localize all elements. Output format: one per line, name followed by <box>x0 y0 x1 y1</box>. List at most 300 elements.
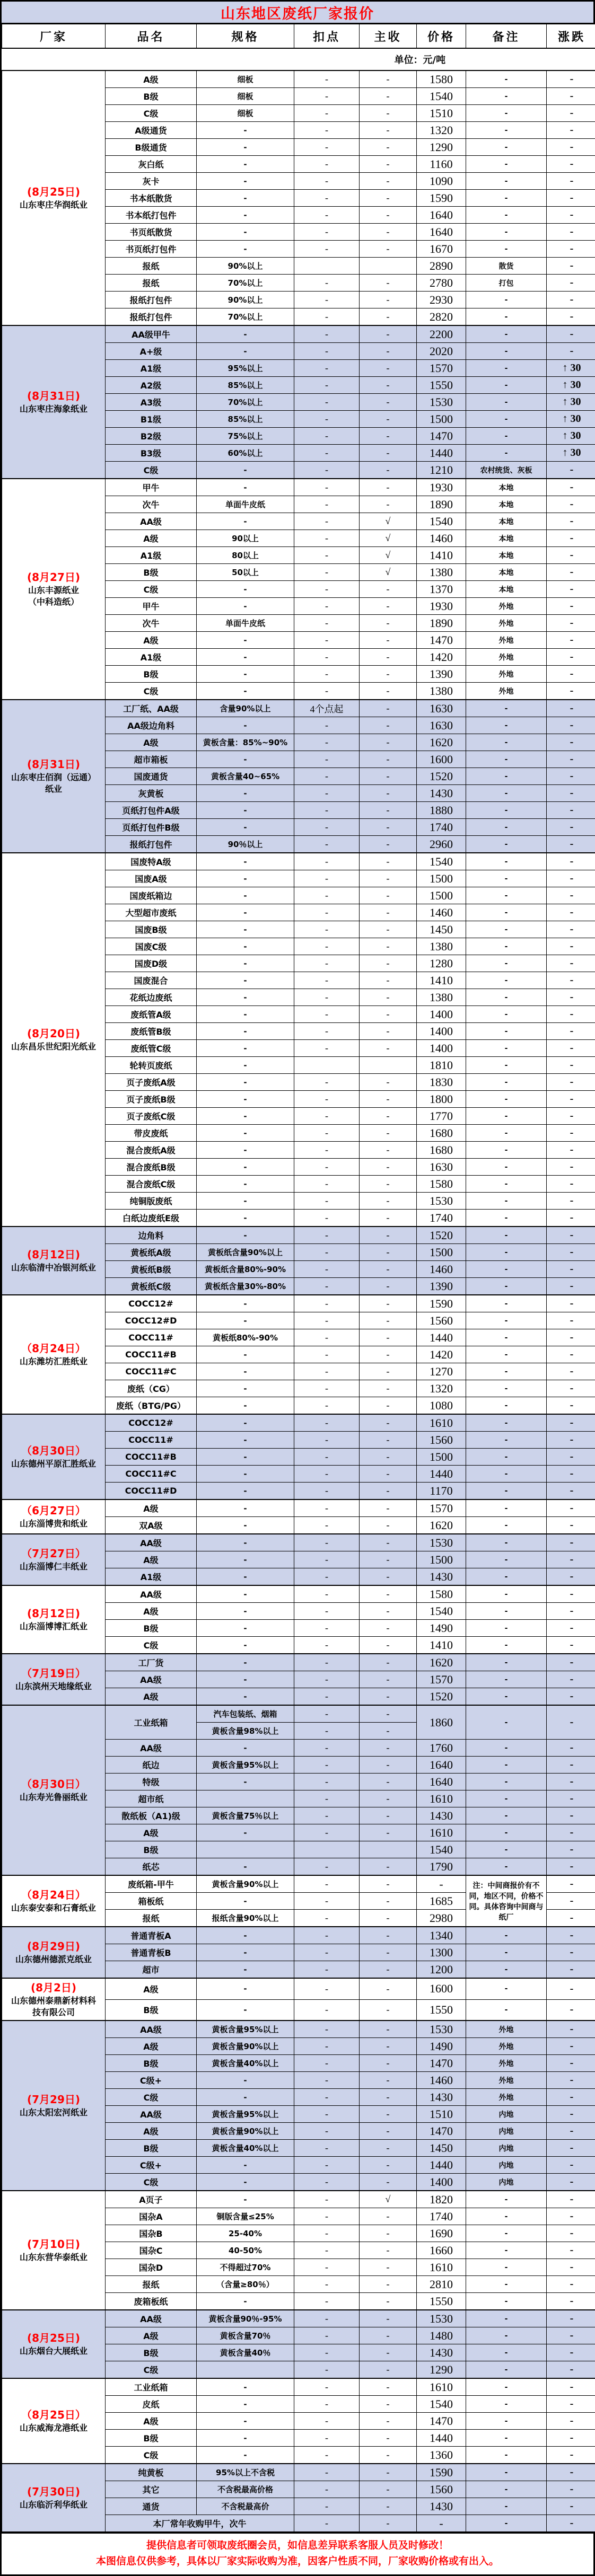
cell-main-collect: - <box>360 768 417 785</box>
cell-spec: - <box>197 2157 294 2174</box>
cell-deduction: - <box>294 2021 360 2038</box>
cell-note: - <box>466 1244 547 1261</box>
cell-price: 1500 <box>417 870 466 887</box>
cell-deduction: - <box>294 122 360 139</box>
cell-change: - <box>547 666 595 683</box>
cell-change: - <box>547 1824 595 1841</box>
cell-deduction: - <box>294 1620 360 1637</box>
cell-change: - <box>547 1875 595 1893</box>
cell-product: COCC12# <box>106 1295 197 1312</box>
cell-product: AA级 <box>106 2310 197 2327</box>
cell-spec: - <box>197 122 294 139</box>
cell-product: 废纸管C级 <box>106 1040 197 1057</box>
cell-deduction: - <box>294 2515 360 2532</box>
cell-deduction: - <box>294 2310 360 2327</box>
cell-change: - <box>547 1961 595 1979</box>
cell-change: - <box>547 1483 595 1500</box>
cell-note: 外地 <box>466 598 547 615</box>
cell-product: A页子 <box>106 2191 197 2208</box>
cell-price: 2780 <box>417 275 466 292</box>
cell-product: 废纸箱-甲牛 <box>106 1875 197 1893</box>
cell-main-collect: - <box>360 207 417 224</box>
cell-change: - <box>547 2123 595 2140</box>
cell-price: 1270 <box>417 1363 466 1380</box>
cell-price: 1470 <box>417 632 466 649</box>
cell-spec: 黄板含量：85%~90% <box>197 734 294 751</box>
cell-spec: - <box>197 1637 294 1654</box>
cell-change: - <box>547 1534 595 1551</box>
cell-main-collect: - <box>360 173 417 190</box>
cell-note: - <box>466 1688 547 1706</box>
cell-spec: - <box>197 325 294 343</box>
cell-main-collect: - <box>360 1142 417 1159</box>
cell-deduction: - <box>294 632 360 649</box>
cell-main-collect: - <box>360 1040 417 1057</box>
cell-price: 1380 <box>417 938 466 955</box>
cell-main-collect: - <box>360 853 417 870</box>
cell-main-collect: - <box>360 1244 417 1261</box>
cell-main-collect: - <box>360 1329 417 1346</box>
cell-note: - <box>466 1927 547 1944</box>
cell-main-collect: - <box>360 1108 417 1125</box>
cell-product: AA级 <box>106 2106 197 2123</box>
cell-product: 超市 <box>106 1961 197 1979</box>
cell-note: 本地 <box>466 479 547 496</box>
cell-change: - <box>547 1142 595 1159</box>
cell-spec: 85%以上 <box>197 377 294 394</box>
cell-note: - <box>466 1210 547 1227</box>
cell-note: - <box>466 921 547 938</box>
cell-deduction: - <box>294 1346 360 1363</box>
cell-main-collect: - <box>360 1688 417 1706</box>
price-table <box>2 24 595 2532</box>
cell-note: - <box>466 325 547 343</box>
cell-main-collect: - <box>360 2259 417 2276</box>
cell-main-collect: - <box>360 1227 417 1244</box>
cell-product: 超市箱板 <box>106 751 197 768</box>
cell-main-collect: - <box>360 2310 417 2327</box>
cell-spec: - <box>197 1893 294 1910</box>
cell-spec: 黄板含量90％-95% <box>197 2310 294 2327</box>
cell-change: - <box>547 1346 595 1363</box>
manufacturer-name: 山东临沂利华纸业 <box>4 2499 103 2511</box>
cell-deduction: - <box>294 1910 360 1927</box>
cell-main-collect: - <box>360 2038 417 2055</box>
cell-price: 1300 <box>417 1944 466 1961</box>
cell-deduction: - <box>294 1637 360 1654</box>
cell-main-collect: - <box>360 2464 417 2481</box>
cell-change: - <box>547 1807 595 1824</box>
cell-main-collect: - <box>360 1824 417 1841</box>
cell-price: 1430 <box>417 1568 466 1586</box>
cell-product: 页子废纸A级 <box>106 1074 197 1091</box>
cell-spec: 不含税最高价格 <box>197 2481 294 2498</box>
cell-spec: - <box>197 1023 294 1040</box>
cell-product: 特级 <box>106 1774 197 1790</box>
manufacturer-cell <box>2 2021 106 2191</box>
cell-change: - <box>547 258 595 275</box>
cell-product: 超市纸 <box>106 1790 197 1807</box>
cell-main-collect: - <box>360 717 417 734</box>
cell-deduction: - <box>294 921 360 938</box>
cell-change: - <box>547 462 595 479</box>
cell-main-collect: - <box>360 2106 417 2123</box>
cell-deduction: - <box>294 2276 360 2293</box>
cell-deduction: - <box>294 938 360 955</box>
cell-product: 书本纸散货 <box>106 190 197 207</box>
cell-product: 报纸 <box>106 258 197 275</box>
cell-main-collect: - <box>360 1125 417 1142</box>
cell-deduction: - <box>294 343 360 360</box>
cell-deduction: - <box>294 751 360 768</box>
manufacturer-name: 山东枣庄华润纸业 <box>4 199 103 211</box>
cell-deduction: - <box>294 445 360 462</box>
cell-product: COCC12# <box>106 1414 197 1432</box>
cell-spec: - <box>197 1740 294 1757</box>
cell-main-collect <box>360 258 417 275</box>
column-header: 涨跌 <box>547 24 595 49</box>
cell-main-collect: - <box>360 1603 417 1620</box>
cell-main-collect: - <box>360 1978 417 1999</box>
cell-spec: - <box>197 1176 294 1193</box>
cell-spec: - <box>197 1551 294 1568</box>
cell-spec: 95%以上不含税 <box>197 2464 294 2481</box>
cell-product: C级 <box>106 2361 197 2379</box>
cell-main-collect: - <box>360 445 417 462</box>
cell-price: 1740 <box>417 1210 466 1227</box>
cell-price: 1760 <box>417 1740 466 1757</box>
cell-product: 普通青板B <box>106 1944 197 1961</box>
manufacturer-cell <box>2 853 106 1227</box>
cell-spec: 黄板含量40~65% <box>197 768 294 785</box>
cell-spec: - <box>197 2174 294 2191</box>
cell-change: - <box>547 547 595 564</box>
manufacturer-date: (8月2日) <box>4 1981 103 1995</box>
cell-change: ↑ 30 <box>547 445 595 462</box>
cell-deduction: - <box>294 1944 360 1961</box>
cell-deduction: - <box>294 1568 360 1586</box>
cell-product: A级 <box>106 2327 197 2344</box>
cell-spec: - <box>197 1295 294 1312</box>
cell-product: C级+ <box>106 2072 197 2089</box>
cell-spec: 黄板含量40%以上 <box>197 2140 294 2157</box>
cell-main-collect: - <box>360 88 417 105</box>
cell-deduction: - <box>294 2327 360 2344</box>
cell-note: - <box>466 1637 547 1654</box>
cell-spec: - <box>197 2293 294 2310</box>
cell-main-collect: - <box>360 870 417 887</box>
cell-product: 混合废纸B级 <box>106 1159 197 1176</box>
cell-spec: - <box>197 955 294 972</box>
cell-change: - <box>547 887 595 904</box>
cell-spec: 黄板含量90%以上 <box>197 1875 294 1893</box>
cell-note: - <box>466 1380 547 1397</box>
table-row <box>2 479 595 496</box>
cell-product: 花纸边废纸 <box>106 989 197 1006</box>
cell-price: 1620 <box>417 734 466 751</box>
cell-main-collect: - <box>360 1875 417 1893</box>
cell-spec: - <box>197 1397 294 1415</box>
cell-change: - <box>547 802 595 819</box>
cell-note: - <box>466 1824 547 1841</box>
cell-spec: - <box>197 1091 294 1108</box>
cell-spec: - <box>197 1824 294 1841</box>
cell-main-collect: - <box>360 1006 417 1023</box>
manufacturer-name: 山东昌乐世纪阳光纸业 <box>4 1041 103 1053</box>
cell-product: AA级 <box>106 1671 197 1688</box>
manufacturer-date: （7月27日） <box>4 1547 103 1561</box>
cell-spec: - <box>197 1858 294 1876</box>
cell-product: 其它 <box>106 2481 197 2498</box>
cell-spec: - <box>197 1499 294 1517</box>
cell-note: - <box>466 1449 547 1466</box>
cell-main-collect: - <box>360 308 417 326</box>
cell-main-collect: - <box>360 2498 417 2515</box>
cell-main-collect: - <box>360 1858 417 1876</box>
cell-price: 1820 <box>417 2191 466 2208</box>
cell-change: - <box>547 1774 595 1790</box>
cell-price: 1610 <box>417 2378 466 2396</box>
cell-change: - <box>547 581 595 598</box>
cell-spec: - <box>197 1057 294 1074</box>
manufacturer-cell <box>2 1978 106 2021</box>
cell-spec: - <box>197 802 294 819</box>
cell-main-collect <box>360 1057 417 1074</box>
cell-deduction: - <box>294 411 360 428</box>
cell-note: - <box>466 428 547 445</box>
cell-price: 1790 <box>417 1858 466 1876</box>
cell-note: - <box>466 2259 547 2276</box>
cell-change: - <box>547 1397 595 1415</box>
cell-note: 内地 <box>466 2174 547 2191</box>
cell-deduction: - <box>294 2106 360 2123</box>
cell-note: - <box>466 887 547 904</box>
cell-note: - <box>466 1858 547 1876</box>
cell-product: COCC11#C <box>106 1363 197 1380</box>
cell-product: B级 <box>106 564 197 581</box>
cell-note: 外地 <box>466 2072 547 2089</box>
cell-spec: - <box>197 1654 294 1671</box>
manufacturer-name: 山东淄博仁丰纸业 <box>4 1561 103 1573</box>
cell-spec: - <box>197 1414 294 1432</box>
cell-spec: - <box>197 1961 294 1979</box>
cell-product: 黄板纸B级 <box>106 1261 197 1278</box>
manufacturer-date: （7月19日） <box>4 1666 103 1681</box>
cell-main-collect: - <box>360 1449 417 1466</box>
cell-price: 1590 <box>417 190 466 207</box>
cell-change: - <box>547 1329 595 1346</box>
cell-change: ↑ 30 <box>547 411 595 428</box>
cell-note: 注：中间商报价有不同，地区不同，价格不同。具体咨询中间商与纸厂 <box>466 1875 547 1927</box>
cell-product: 国杂B <box>106 2225 197 2242</box>
column-header: 品名 <box>106 24 197 49</box>
table-row <box>2 325 595 343</box>
cell-price: 1440 <box>417 1466 466 1483</box>
cell-spec: 50以上 <box>197 564 294 581</box>
cell-product: A级通货 <box>106 122 197 139</box>
cell-deduction: - <box>294 1414 360 1432</box>
cell-price: 1360 <box>417 2447 466 2464</box>
cell-note: - <box>466 1654 547 1671</box>
manufacturer-name: 山东泰安泰和石膏纸业 <box>4 1902 103 1914</box>
cell-spec: 黄板含量40%以上 <box>197 2055 294 2072</box>
cell-main-collect: - <box>360 190 417 207</box>
cell-deduction: - <box>294 70 360 88</box>
cell-deduction: - <box>294 1875 360 1893</box>
cell-main-collect: - <box>360 2174 417 2191</box>
cell-price: 1490 <box>417 2038 466 2055</box>
cell-product: B级 <box>106 2055 197 2072</box>
cell-note: - <box>466 1740 547 1757</box>
cell-deduction: - <box>294 615 360 632</box>
cell-main-collect: - <box>360 2123 417 2140</box>
cell-main-collect: - <box>360 1261 417 1278</box>
cell-note: - <box>466 1757 547 1774</box>
cell-price: 1630 <box>417 700 466 717</box>
cell-spec: - <box>197 1125 294 1142</box>
cell-change: - <box>547 870 595 887</box>
cell-note: 本地 <box>466 564 547 581</box>
cell-change: - <box>547 88 595 105</box>
cell-spec: - <box>197 241 294 258</box>
cell-deduction: - <box>294 1723 360 1740</box>
cell-change: - <box>547 972 595 989</box>
cell-note: - <box>466 241 547 258</box>
cell-price: 1530 <box>417 1534 466 1551</box>
cell-price: 1640 <box>417 1774 466 1790</box>
cell-note: - <box>466 700 547 717</box>
cell-price: 1540 <box>417 1841 466 1858</box>
cell-change: - <box>547 955 595 972</box>
cell-change: - <box>547 1620 595 1637</box>
cell-price: 1380 <box>417 564 466 581</box>
cell-price: 1530 <box>417 2310 466 2327</box>
cell-note: - <box>466 1705 547 1740</box>
cell-product: B2级 <box>106 428 197 445</box>
cell-note: - <box>466 2225 547 2242</box>
cell-spec <box>197 1841 294 1858</box>
cell-deduction <box>294 1057 360 1074</box>
cell-deduction: - <box>294 1125 360 1142</box>
cell-deduction: - <box>294 734 360 751</box>
cell-deduction: - <box>294 1807 360 1824</box>
cell-note: 外地 <box>466 2055 547 2072</box>
cell-spec: - <box>197 2072 294 2089</box>
cell-product: 普通青板A <box>106 1927 197 1944</box>
cell-product: AA级 <box>106 2021 197 2038</box>
cell-change: - <box>547 751 595 768</box>
cell-note: - <box>466 1499 547 1517</box>
cell-price: 1520 <box>417 1227 466 1244</box>
cell-change: - <box>547 717 595 734</box>
cell-note: - <box>466 139 547 156</box>
cell-price: 1460 <box>417 1261 466 1278</box>
cell-main-collect: - <box>360 2447 417 2464</box>
cell-price: 1540 <box>417 1603 466 1620</box>
cell-main-collect: - <box>360 1176 417 1193</box>
cell-price: 1800 <box>417 1091 466 1108</box>
cell-main-collect: - <box>360 904 417 921</box>
manufacturer-date: (8月31日) <box>4 757 103 772</box>
cell-main-collect: - <box>360 1790 417 1807</box>
cell-spec: 汽车包装纸、烟箱 <box>197 1705 294 1723</box>
cell-product: COCC11#D <box>106 1483 197 1500</box>
cell-spec: - <box>197 1432 294 1449</box>
table-row <box>2 1414 595 1432</box>
cell-price: 1450 <box>417 2140 466 2157</box>
cell-main-collect: - <box>360 1193 417 1210</box>
cell-deduction: - <box>294 836 360 853</box>
cell-change: - <box>547 1603 595 1620</box>
cell-deduction: - <box>294 2447 360 2464</box>
manufacturer-cell <box>2 479 106 700</box>
cell-note: 外地 <box>466 615 547 632</box>
cell-spec: - <box>197 1312 294 1329</box>
cell-product: COCC11# <box>106 1329 197 1346</box>
cell-main-collect: - <box>360 70 417 88</box>
cell-product: A级 <box>106 734 197 751</box>
cell-product: B3级 <box>106 445 197 462</box>
cell-product: 废纸（CG） <box>106 1380 197 1397</box>
cell-price: 1280 <box>417 955 466 972</box>
cell-note: 农村统货、灰板 <box>466 462 547 479</box>
cell-spec: - <box>197 598 294 615</box>
cell-deduction: - <box>294 1091 360 1108</box>
cell-product: 页纸打包件B级 <box>106 819 197 836</box>
cell-deduction <box>294 258 360 275</box>
cell-spec: 黄板纸含量90%以上 <box>197 1244 294 1261</box>
cell-price: 1560 <box>417 1312 466 1329</box>
cell-deduction: - <box>294 241 360 258</box>
cell-main-collect: - <box>360 1074 417 1091</box>
cell-change: - <box>547 2242 595 2259</box>
cell-product: 通货 <box>106 2498 197 2515</box>
cell-note: - <box>466 2208 547 2225</box>
cell-product: B级 <box>106 1999 197 2021</box>
cell-main-collect: - <box>360 156 417 173</box>
footer-line-2: 本图信息仅供参考，具体以厂家实际收购为准，因客户性质不同，厂家收购价格或有出入。 <box>7 2554 588 2569</box>
cell-deduction: - <box>294 2361 360 2379</box>
cell-price: 1510 <box>417 105 466 122</box>
cell-deduction: - <box>294 955 360 972</box>
cell-change: - <box>547 2191 595 2208</box>
cell-main-collect: - <box>360 734 417 751</box>
manufacturer-cell <box>2 2310 106 2378</box>
cell-spec: - <box>197 156 294 173</box>
cell-note: 本地 <box>466 530 547 547</box>
cell-note: - <box>466 2191 547 2208</box>
cell-note: - <box>466 1159 547 1176</box>
cell-change: - <box>547 1040 595 1057</box>
cell-main-collect: - <box>360 325 417 343</box>
cell-price: 1490 <box>417 1620 466 1637</box>
cell-price: 1170 <box>417 1483 466 1500</box>
cell-product: 本厂常年收购甲牛，次牛 <box>106 2515 294 2532</box>
cell-note: - <box>466 751 547 768</box>
cell-deduction: - <box>294 2293 360 2310</box>
cell-spec: - <box>197 190 294 207</box>
cell-note: 外地 <box>466 2038 547 2055</box>
cell-main-collect: - <box>360 224 417 241</box>
cell-note: - <box>466 955 547 972</box>
cell-spec: - <box>197 1671 294 1688</box>
table-row <box>2 2464 595 2481</box>
cell-deduction: - <box>294 2157 360 2174</box>
cell-main-collect: - <box>360 105 417 122</box>
cell-note: - <box>466 1807 547 1824</box>
cell-price: 1440 <box>417 2157 466 2174</box>
cell-spec: 黄板含量90%以上 <box>197 2123 294 2140</box>
